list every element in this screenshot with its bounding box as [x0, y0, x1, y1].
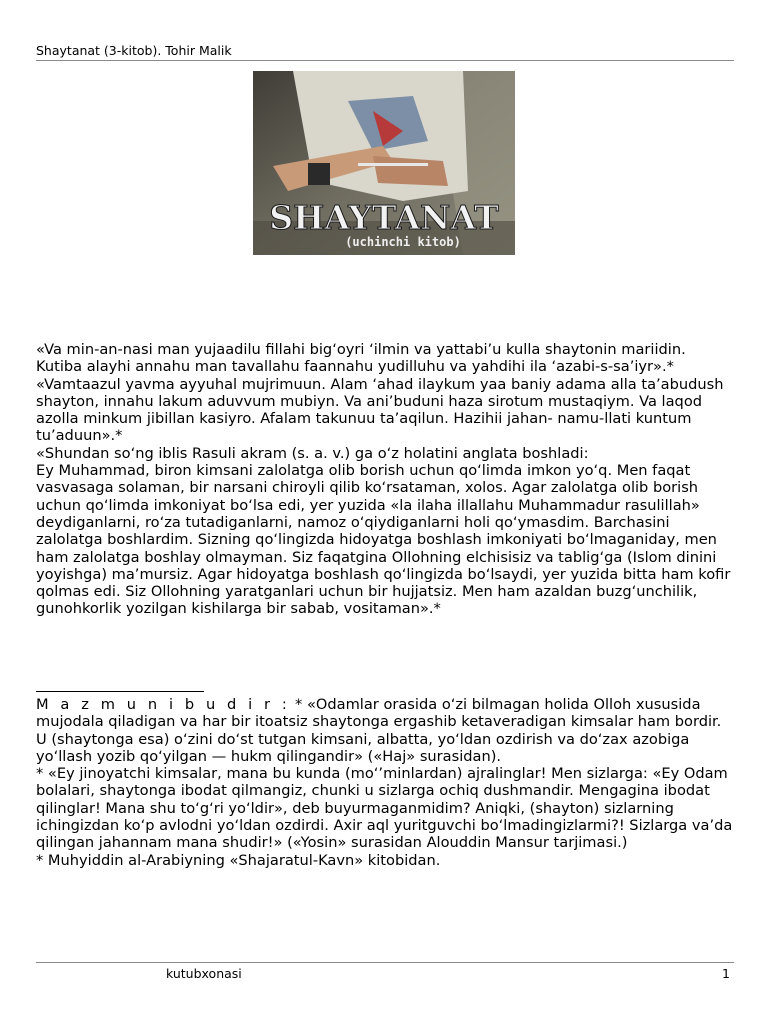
cover-subtitle: (uchinchi kitob)	[345, 235, 461, 249]
cover-title: SHAYTANAT	[269, 198, 499, 237]
cover-image	[253, 71, 515, 255]
cover-illustration	[253, 71, 515, 255]
header-divider	[36, 60, 734, 61]
footer-divider	[36, 962, 734, 963]
footnote-divider	[36, 691, 204, 692]
footnote-1	[36, 696, 736, 765]
footnote-2: * «Ey jinoyatchi kimsalar, mana bu kunda (mo‘’minlardan) ajralinglar! Men sizlarga: «Ey Odam bolalari, shaytonga ibodat qilmangiz, chunki u sizlarga ochiq dushmandir. Mengagina ibodat qilinglar! Mana shu to‘g‘ri yo‘ldir», deb buyurmaganmidim? Aniqki, (shayton) sizlarning ichingizdan ko‘p avlodni yo‘ldan ozdirdi. Axir aql yuritguvchi bo‘lmadingizlarmi?! Sizlarga va’da qilingan jahannam mana shudir!» («Yosin» surasidan Alouddin Mansur tarjimasi.)	[36, 765, 733, 852]
footnote-label: M a z m u n i b u d i r :	[36, 696, 291, 713]
page-header-title: Shaytanat (3-kitob). Tohir Malik	[36, 43, 232, 58]
footnotes	[36, 696, 736, 869]
footer-site-name: kutubxonasi	[166, 966, 242, 981]
page-number: 1	[722, 966, 730, 981]
paragraph-1: «Va min-an-nasi man yujaadilu fillahi big‘oyri ‘ilmin va yattabi’u kulla shaytonin mariidin. Kutiba alayhi annahu man tavallahu faannahu yudilluhu va yahdihi ila ‘azabi-s-sa’iyr».*	[36, 341, 686, 376]
paragraph-4: Ey Muhammad, biron kimsani zalolatga olib borish uchun qo‘limda imkon yo‘q. Men faqat vasvasaga solaman, bir narsani chiroyli qilib ko‘rsataman, xolos. Agar zalolatga olib borish uchun qo‘limda imkoniyat bo‘lsa edi, yer yuzida «la ilaha illallahu Muhammadur rasulillah» deydiganlarni, ro‘za tutadiganlarni, namoz o‘qiydiganlarni holi qo‘ymasdim. Barchasini zalolatga boshlardim. Sizning qo‘lingizda hidoyatga boshlash imkoniyati bo‘lmaganiday, men ham zalolatga boshlay olmayman. Siz faqatgina Ollohning elchisisiz va tablig‘ga (Islom dinini yoyishga) ma’mursiz. Agar hidoyatga boshlash qo‘lingizda bo‘lsaydi, yer yuzida bitta ham kofir qolmas edi. Siz Ollohning yaratganlari uchun bir hujjatsiz. Men ham azaldan buzg‘unchilik, gunohkorlik yozilgan kishilarga bir sabab, vositaman».*	[36, 462, 731, 618]
footnote-3: * Muhyiddin al-Arabiyning «Shajaratul-Kavn» kitobidan.	[36, 851, 441, 869]
footnote-1-text: * «Odamlar orasida o‘zi bilmagan holida Olloh xususida mujodala qiladigan va har bir itoatsiz shaytonga ergashib ketaveradigan kimsalar ham bordir. U (shaytonga esa) o‘zini do‘st tutgan kimsani, albatta, yo‘ldan ozdirish va do‘zax azobiga yo‘llash yozib qo‘yilgan — hukm qilingandir» («Haj» surasidan).	[36, 696, 722, 765]
paragraph-3: «Shundan so‘ng iblis Rasuli akram (s. a. v.) ga o‘z holatini anglata boshladi:	[36, 444, 589, 462]
main-text	[36, 341, 736, 618]
paragraph-2: «Vamtaazul yavma ayyuhal mujrimuun. Alam ‘ahad ilaykum yaa baniy adama alla ta’abudush shayton, innahu lakum aduvvum mubiyn. Va ani’buduni haza sirotum mustaqiym. Va laqod azolla minkum jibillan kasiyro. Afalam takunuu ta’aqilun. Hazihii jahan- namu-llati kuntum tu’aduun».*	[36, 375, 724, 445]
